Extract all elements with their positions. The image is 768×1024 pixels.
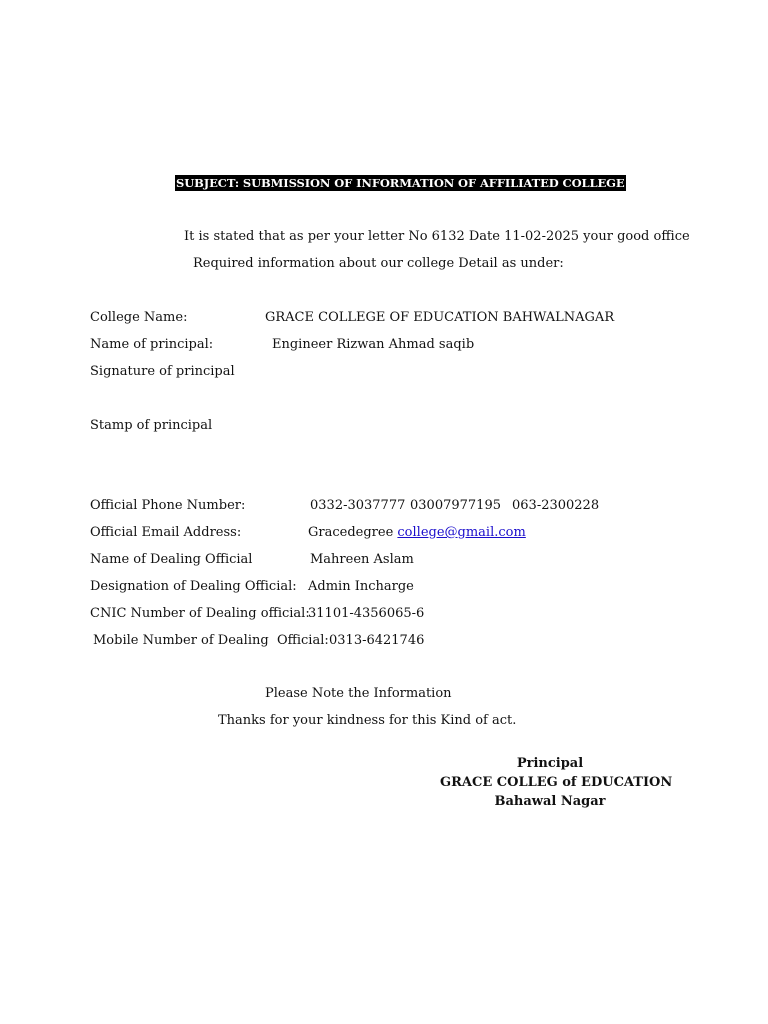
phone-number-1: 0332-3037777: [310, 498, 406, 513]
signature-label: Signature of principal: [90, 364, 235, 379]
college-name-value: GRACE COLLEGE OF EDUCATION BAHWALNAGAR: [265, 310, 615, 325]
college-name-label: College Name:: [90, 310, 188, 325]
closing-thanks: Thanks for your kindness for this Kind of act.: [218, 713, 517, 728]
signature-title: Principal: [516, 756, 584, 771]
subject-heading: SUBJECT: SUBMISSION OF INFORMATION OF AFFILIATED COLLEGE: [176, 176, 625, 190]
designation-label: Designation of Dealing Official:: [90, 579, 297, 594]
dealing-official-value: Mahreen Aslam: [310, 552, 414, 567]
intro-line-2: Required information about our college Detail as under:: [193, 256, 564, 271]
dealing-official-label: Name of Dealing Official: [90, 552, 253, 567]
email-label: Official Email Address:: [90, 525, 242, 540]
cnic-value: 31101-4356065-6: [308, 606, 425, 621]
email-link[interactable]: college@gmail.com: [397, 525, 526, 540]
email-prefix: Gracedegree: [308, 525, 398, 540]
closing-note: Please Note the Information: [265, 686, 452, 701]
phone-number-3: 063-2300228: [512, 498, 600, 513]
phone-number-2: 03007977195: [410, 498, 501, 513]
signature-college: GRACE COLLEG of EDUCATION: [440, 775, 673, 790]
principal-name-label: Name of principal:: [90, 337, 214, 352]
mobile-label: Mobile Number of Dealing Official:: [93, 633, 329, 648]
intro-line-1: It is stated that as per your letter No 6132 Date 11-02-2025 your good office: [184, 229, 690, 244]
stamp-label: Stamp of principal: [90, 418, 213, 433]
phone-label: Official Phone Number:: [90, 498, 246, 513]
cnic-label: CNIC Number of Dealing official:: [90, 606, 310, 621]
email-value: [308, 525, 526, 541]
mobile-value: 0313-6421746: [329, 633, 425, 648]
principal-name-value: Engineer Rizwan Ahmad saqib: [272, 337, 475, 352]
designation-value: Admin Incharge: [308, 579, 414, 594]
signature-city: Bahawal Nagar: [494, 794, 606, 809]
signature-block: [440, 754, 673, 811]
